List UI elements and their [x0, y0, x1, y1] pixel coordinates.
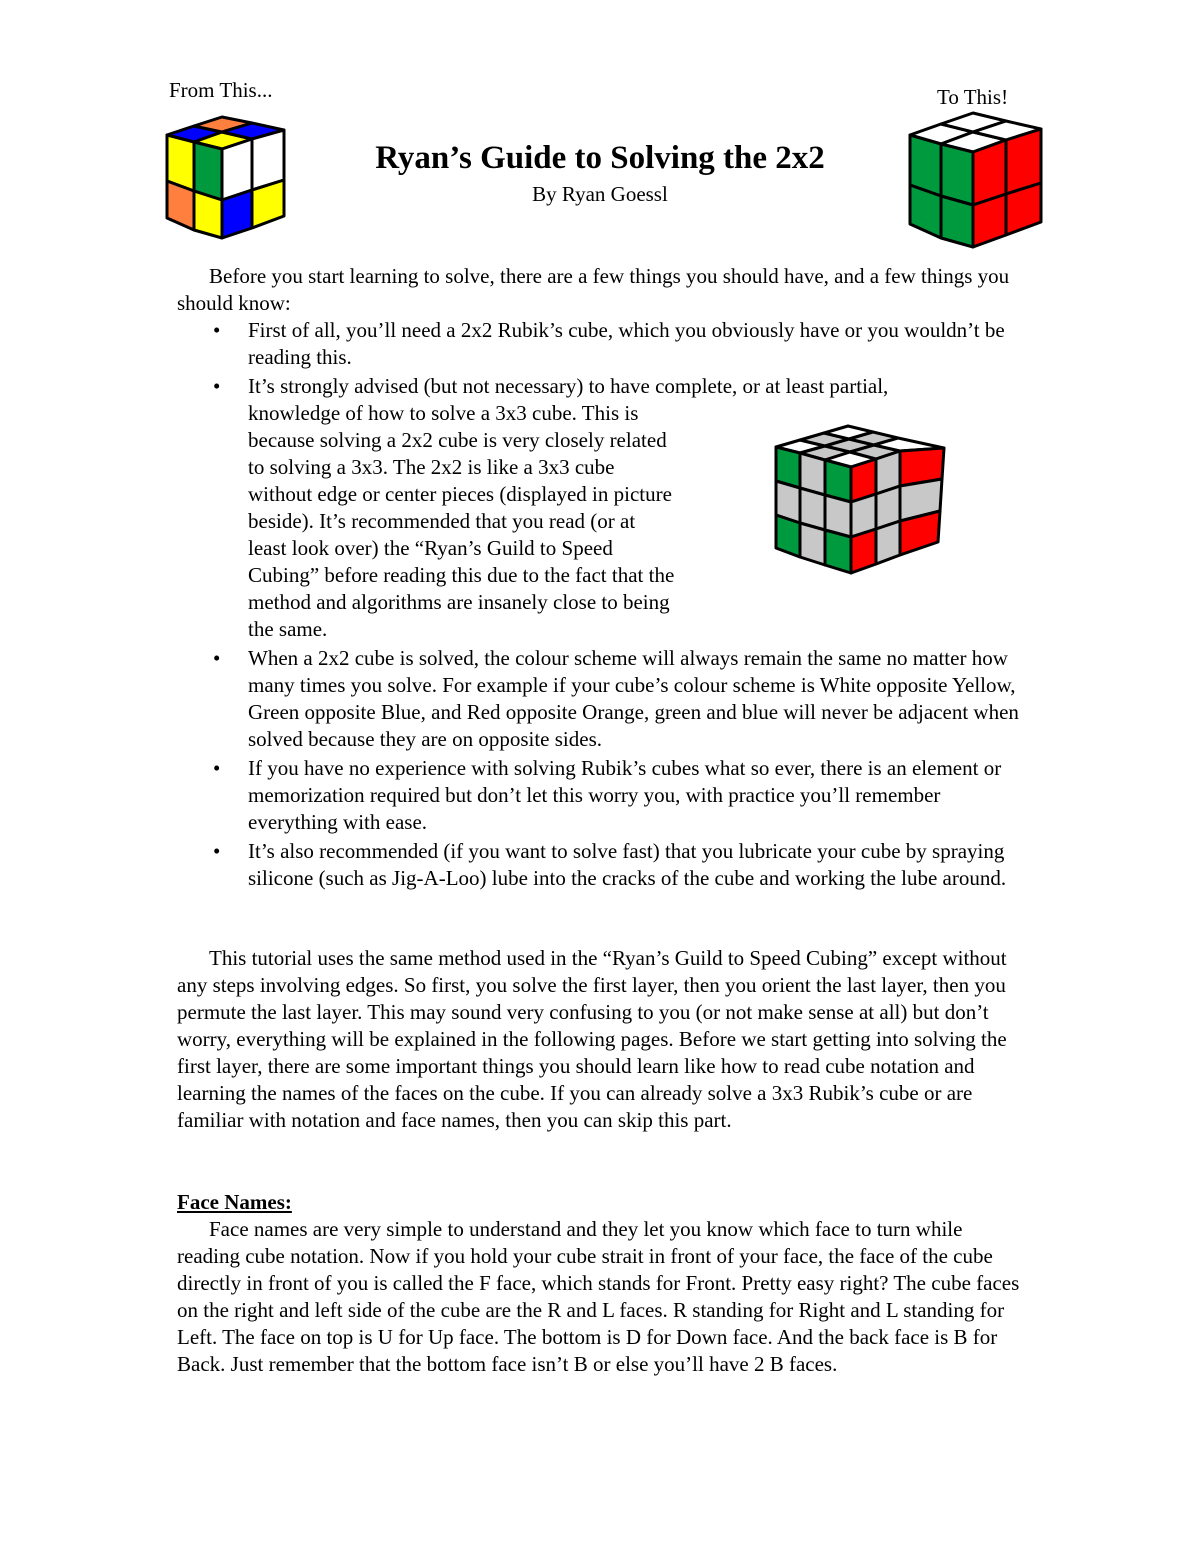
- corners-only-3x3-cube-image: [770, 420, 950, 595]
- from-this-caption: From This...: [169, 78, 273, 102]
- list-item: [177, 755, 1027, 836]
- text-line: to solving a 3x3. The 2x2 is like a 3x3 cube: [248, 455, 615, 479]
- intro-paragraph: Before you start learning to solve, there are a few things you should have, and a few things you should know:: [177, 264, 1010, 315]
- author-byline: By Ryan Goessl: [532, 182, 668, 206]
- list-item-text: First of all, you’ll need a 2x2 Rubik’s cube, which you obviously have or you wouldn’t be reading this.: [248, 318, 1005, 369]
- list-item-text: If you have no experience with solving Rubik’s cubes what so ever, there is an element or memorization required but don’t let this worry you, with practice you’ll remember everything with ease.: [248, 756, 1002, 834]
- page-title: Ryan’s Guide to Solving the 2x2: [375, 140, 825, 176]
- text-line: because solving a 2x2 cube is very closely related: [248, 428, 667, 452]
- list-item: [177, 838, 1027, 892]
- text-line: the same.: [248, 617, 328, 641]
- text-line: • It’s strongly advised (but not necessary) to have complete, or at least partial,: [248, 374, 889, 398]
- method-overview-paragraph: This tutorial uses the same method used in the “Ryan’s Guild to Speed Cubing” except without any steps involving edges. So first, you solve the first layer, then you orient the last layer, then you permute the last layer. This may sound very confusing to you (or not make sense at all) but don’t worry, everything will be explained in the following pages. Before we start getting into solving the first layer, there are some important things you should learn like how to read cube notation and learning the names of the faces on the cube. If you can already solve a 3x3 Rubik’s cube or are familiar with notation and face names, then you can skip this part.: [177, 946, 1007, 1132]
- requirements-list: [177, 317, 1027, 894]
- list-item-text: When a 2x2 cube is solved, the colour scheme will always remain the same no matter how many times you solve. For example if your cube’s colour scheme is White opposite Yellow, Green opposite Blue, and Red opposite Orange, green and blue will never be adjacent when solved because they are on opposite sides.: [248, 646, 1019, 751]
- list-item: [177, 645, 1027, 753]
- text-line: method and algorithms are insanely close to being: [248, 590, 670, 614]
- to-this-caption: To This!: [937, 85, 1009, 109]
- text-line: Cubing” before reading this due to the fact that the: [248, 563, 675, 587]
- list-item-text: It’s also recommended (if you want to solve fast) that you lubricate your cube by spraying silicone (such as Jig-A-Loo) lube into the cracks of the cube and working the lube around.: [248, 839, 1007, 890]
- text-line: beside). It’s recommended that you read (or at: [248, 509, 636, 533]
- list-item: [177, 317, 1027, 371]
- face-names-paragraph: Face names are very simple to understand and they let you know which face to turn while reading cube notation. Now if you hold your cube strait in front of your face, the face of the cube directly in front of you is called the F face, which stands for Front. Pretty easy right? The cube faces on the right and left side of the cube are the R and L faces. R standing for Right and L standing for Left. The face on top is U for Up face. The bottom is D for Down face. And the back face is B for Back. Just remember that the bottom face isn’t B or else you’ll have 2 B faces.: [177, 1217, 1020, 1376]
- text-line: knowledge of how to solve a 3x3 cube. This is: [248, 401, 639, 425]
- text-line: least look over) the “Ryan’s Guild to Speed: [248, 536, 613, 560]
- solved-2x2-cube-image: [903, 106, 1048, 251]
- text-line: without edge or center pieces (displayed in picture: [248, 482, 672, 506]
- face-names-heading: Face Names:: [177, 1190, 292, 1214]
